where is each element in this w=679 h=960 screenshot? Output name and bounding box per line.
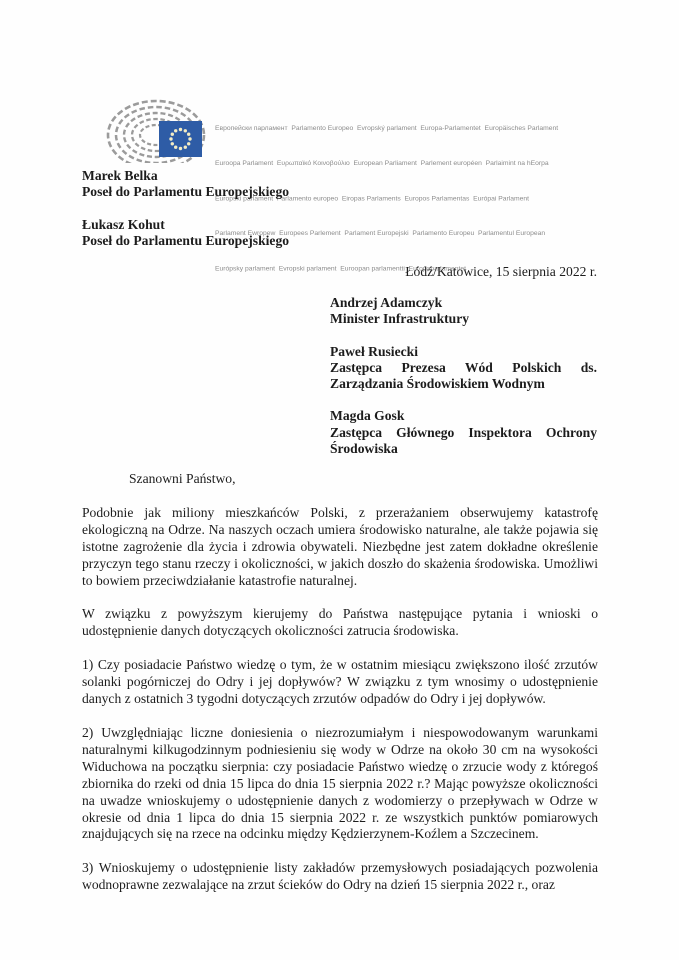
logo-text-line: Euroopa Parlament Ευρωπαϊκό Κοινοβούλιο European Parliament Parlement européen Parlaimint na hEorpa bbox=[215, 158, 549, 167]
recipient-name: Magda Gosk bbox=[330, 408, 405, 424]
eu-flag-icon bbox=[159, 121, 202, 157]
european-parliament-logo-icon bbox=[106, 95, 206, 163]
senders-block bbox=[82, 168, 289, 265]
sender-name: Łukasz Kohut bbox=[82, 216, 165, 232]
paragraph-requests-intro: W związku z powyższym kierujemy do Państwa następujące pytania i wnioski o udostępnienie danych dotyczących okoliczności zatrucia środowiska. bbox=[82, 606, 598, 639]
logo-text-line: Europski parlament Parlamento europeo Eiropas Parlaments Europos Parlamentas Európai Parlament bbox=[215, 193, 530, 202]
salutation: Szanowni Państwo, bbox=[129, 471, 236, 486]
logo-text-line: Европейски парламент Parlamento Europeo Evropský parlament Europa-Parlamentet Europäisches Parlament bbox=[215, 123, 559, 132]
paragraph-point-2: 2) Uwzględniając liczne doniesienia o niezrozumiałym i niespowodowanym warunkami naturalnymi kilkugodzinnym podniesieniu się wody w Odrze na około 30 cm na wysokości Widuchowa na początku sierpnia: czy posiadacie Państwo wiedzę o zrzucie wody z któregoś zbiornika do rzeki od dnia 15 lipca do dnia 15 sierpnia 2022 r.? Mając powyższe okoliczności na uwadze wnioskujemy o udostępnienie danych z wodomierzy o przepływach w Odrze w okresie od dnia 1 lipca do dnia 15 sierpnia 2022 r. ze wszystkich punktów pomiarowych znajdujących się na rzece na odcinku między Kędzierzynem-Koźlem a Szczecinem. bbox=[82, 724, 598, 842]
paragraph-point-1: 1) Czy posiadacie Państwo wiedzę o tym, że w ostatnim miesiącu zwiększono ilość zrzutów solanki pogórniczej do Odry i jej dopływów? W związku z tym wnosimy o udostępnienie danych z ostatnich 3 tygodni dotyczących zrzutów odpadów do Odry i jej dopływów. bbox=[82, 657, 598, 707]
recipient bbox=[330, 408, 597, 457]
recipient-name: Andrzej Adamczyk bbox=[330, 295, 443, 310]
letter-body bbox=[82, 471, 598, 911]
sender-title: Poseł do Parlamentu Europejskiego bbox=[82, 184, 290, 200]
sender bbox=[82, 168, 289, 201]
recipients-block bbox=[330, 295, 597, 473]
sender bbox=[82, 217, 289, 250]
logo-text-line: Európsky parlament Evropski parlament Euroopan parlamentti Europaparlamentet bbox=[215, 263, 467, 272]
recipient-title: Zastępca Prezesa Wód Polskich ds. Zarządzania Środowiskiem Wodnym bbox=[330, 359, 597, 392]
paragraph-intro: Podobnie jak miliony mieszkańców Polski, z przerażaniem obserwujemy katastrofę ekologiczną na Odrze. Na naszych oczach umiera środowisko naturalne, ale także pojawia się istotne zagrożenie dla życia i zdrowia obywateli. Niezbędne jest zatem dokładne określenie przyczyn tego stanu rzeczy i okoliczności, w jakich doszło do skażenia środowiska. Umożliwi to bowiem przeciwdziałanie katastrofie naturalnej. bbox=[82, 504, 598, 588]
paragraph-point-3: 3) Wnioskujemy o udostępnienie listy zakładów przemysłowych posiadających pozwolenia wodnoprawne zezwalające na zrzut ścieków do Odry na dzień 15 sierpnia 2022 r., oraz bbox=[82, 860, 598, 893]
dateline: Łódź/Katowice, 15 sierpnia 2022 r. bbox=[405, 264, 597, 279]
logo-text-line: Parlament Ewropew Europees Parlement Parlament Europejski Parlamento Europeu Parlamentul European bbox=[215, 228, 546, 237]
recipient-title: Zastępca Głównego Inspektora Ochrony Środowiska bbox=[330, 424, 597, 457]
recipient bbox=[330, 344, 597, 393]
recipient-name: Paweł Rusiecki bbox=[330, 343, 418, 359]
sender-title: Poseł do Parlamentu Europejskiego bbox=[82, 232, 290, 248]
recipient bbox=[330, 295, 597, 328]
sender-name: Marek Belka bbox=[82, 168, 158, 183]
recipient-title: Minister Infrastruktury bbox=[330, 311, 470, 327]
